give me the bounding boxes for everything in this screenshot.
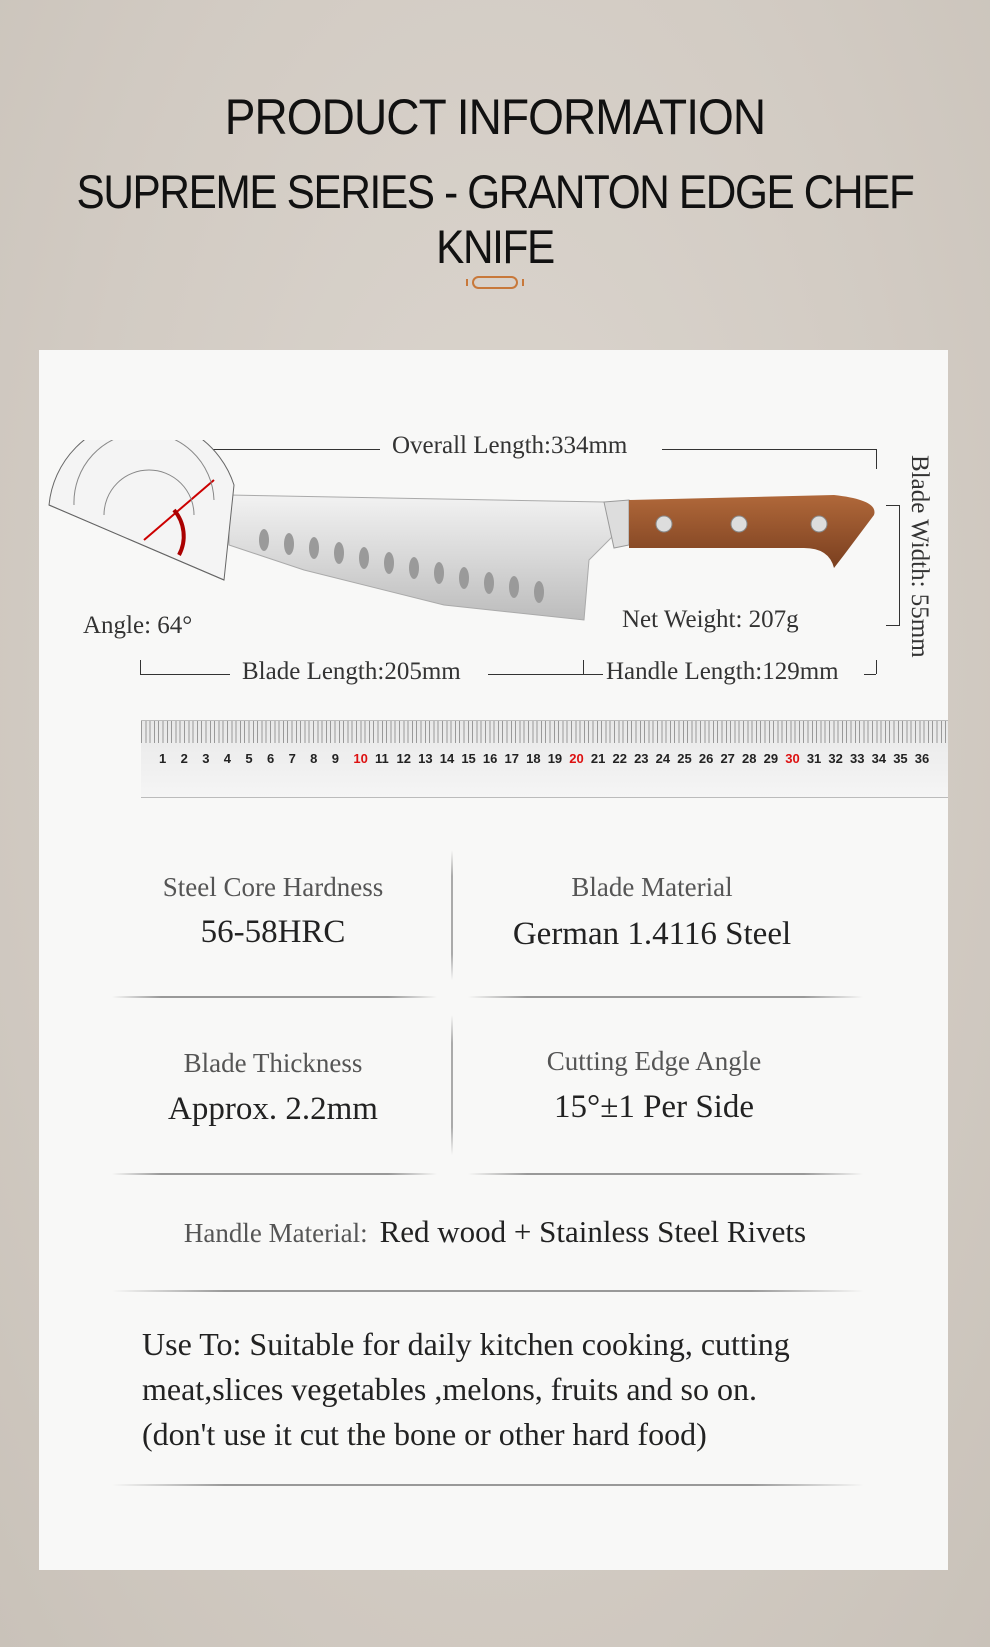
overall-length-label: Overall Length:334mm [392, 432, 628, 459]
ruler [141, 720, 948, 798]
ruler-number: 1 [159, 751, 167, 766]
dimension-line [140, 660, 141, 674]
dimension-line [886, 625, 900, 626]
angle-label: Angle: 64° [83, 612, 193, 639]
ruler-number: 2 [180, 751, 188, 766]
ruler-number: 26 [698, 751, 714, 766]
ruler-number: 15 [461, 751, 476, 766]
ruler-number: 24 [655, 751, 671, 766]
ruler-number: 29 [763, 751, 779, 766]
ruler-number: 5 [245, 751, 253, 766]
spec-value: German 1.4116 Steel [512, 916, 792, 952]
ornament-icon [465, 275, 525, 291]
handle-length-label: Handle Length:129mm [606, 658, 839, 685]
dimension-line [886, 505, 900, 506]
spec-label: Blade Thickness [183, 1048, 363, 1078]
divider [468, 1173, 863, 1175]
dimension-line [488, 674, 603, 675]
ruler-number: 28 [742, 751, 757, 766]
spec-value: 56-58HRC [200, 914, 346, 950]
divider [468, 996, 863, 998]
ruler-number: 12 [396, 751, 411, 766]
ruler-number: 35 [893, 751, 908, 766]
divider [451, 1015, 453, 1155]
ruler-number: 9 [331, 751, 339, 766]
net-weight-label: Net Weight: 207g [622, 606, 799, 633]
ruler-number: 25 [677, 751, 692, 766]
ruler-number: 10 [353, 751, 368, 766]
ruler-number: 13 [418, 751, 433, 766]
usage-line: Use To: Suitable for daily kitchen cooking, cutting [142, 1326, 790, 1362]
spec-label: Cutting Edge Angle [546, 1046, 762, 1076]
ruler-number: 20 [569, 751, 584, 766]
spec-value: Approx. 2.2mm [168, 1091, 378, 1127]
ruler-number: 21 [590, 751, 606, 766]
ruler-number: 7 [288, 751, 296, 766]
ruler-number: 34 [871, 751, 887, 766]
ruler-number: 18 [526, 751, 541, 766]
handle-material-label: Handle Material: [183, 1218, 368, 1248]
ruler-number: 36 [914, 751, 930, 766]
divider [112, 1173, 437, 1175]
dimension-line [899, 505, 900, 625]
dimension-line [864, 674, 876, 675]
ruler-number: 23 [634, 751, 649, 766]
blade-width-label: Blade Width: 55mm [906, 455, 933, 658]
handle-material [0, 1214, 990, 1250]
dimension-line [583, 660, 584, 674]
ruler-number: 33 [850, 751, 865, 766]
divider [112, 1484, 864, 1486]
dimension-line [876, 660, 877, 674]
ruler-numbers [159, 751, 936, 766]
ruler-number: 6 [266, 751, 275, 766]
ruler-number: 11 [374, 751, 389, 766]
usage-line: (don't use it cut the bone or other hard food) [142, 1416, 707, 1452]
dimension-line [140, 674, 230, 675]
divider [112, 1290, 864, 1292]
ruler-number: 16 [482, 751, 498, 766]
blade-length-label: Blade Length:205mm [242, 658, 461, 685]
ruler-number: 17 [504, 751, 519, 766]
ruler-number: 3 [202, 751, 210, 766]
spec-value: 15°±1 Per Side [554, 1089, 754, 1125]
ruler-number: 19 [547, 751, 563, 766]
ruler-number: 4 [223, 751, 232, 766]
ruler-number: 27 [720, 751, 735, 766]
ruler-number: 8 [310, 751, 318, 766]
handle-material-value: Red wood + Stainless Steel Rivets [379, 1214, 807, 1249]
divider [451, 850, 453, 980]
ruler-number: 32 [828, 751, 843, 766]
usage-line: meat,slices vegetables ,melons, fruits and so on. [142, 1371, 757, 1407]
usage-text [142, 1322, 902, 1457]
spec-label: Steel Core Hardness [162, 872, 384, 902]
protractor-icon [49, 440, 234, 580]
ruler-number: 14 [439, 751, 455, 766]
ruler-number: 31 [806, 751, 822, 766]
divider [112, 996, 437, 998]
page-subtitle: SUPREME SERIES - GRANTON EDGE CHEF KNIFE [76, 165, 914, 273]
ruler-number: 30 [785, 751, 800, 766]
ruler-number: 22 [612, 751, 627, 766]
page-title: PRODUCT INFORMATION [224, 89, 766, 145]
spec-label: Blade Material [571, 872, 733, 902]
